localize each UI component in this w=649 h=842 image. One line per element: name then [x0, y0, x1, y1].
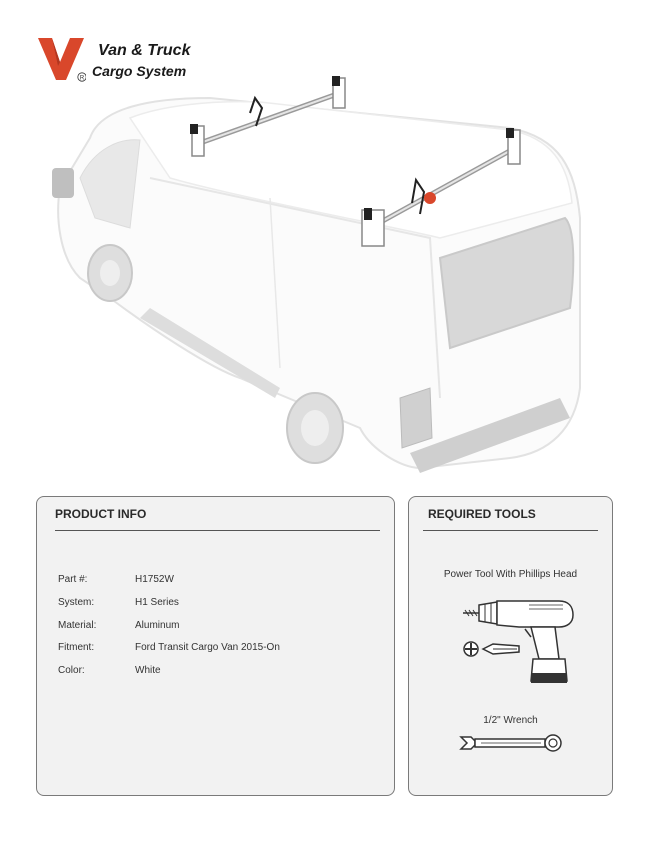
spec-value-part: H1752W	[135, 574, 174, 585]
spec-label-system: System:	[58, 597, 95, 608]
spec-value-fitment: Ford Transit Cargo Van 2015-On	[135, 642, 280, 653]
tool-label-wrench: 1/2" Wrench	[483, 715, 538, 726]
spec-label-fitment: Fitment:	[58, 642, 95, 653]
svg-text:R: R	[79, 75, 85, 82]
required-tools-title: REQUIRED TOOLS	[428, 507, 536, 521]
van-with-ladder-rack-image	[40, 68, 600, 498]
required-tools-panel	[408, 496, 613, 796]
product-info-panel	[36, 496, 395, 796]
spec-value-system: H1 Series	[135, 597, 179, 608]
wrench-icon	[457, 729, 567, 757]
spec-label-color: Color:	[58, 665, 85, 676]
brand-line-1: Van & Truck	[98, 42, 191, 59]
spec-label-material: Material:	[58, 620, 97, 631]
brand-line-2: Cargo System	[92, 63, 187, 79]
power-drill-icon	[459, 597, 579, 689]
spec-value-color: White	[135, 665, 161, 676]
spec-value-material: Aluminum	[135, 620, 180, 631]
divider	[55, 530, 380, 531]
divider	[423, 530, 598, 531]
product-info-title: PRODUCT INFO	[55, 507, 147, 521]
spec-label-part: Part #:	[58, 574, 88, 585]
tool-label-power-tool: Power Tool With Phillips Head	[443, 569, 578, 580]
